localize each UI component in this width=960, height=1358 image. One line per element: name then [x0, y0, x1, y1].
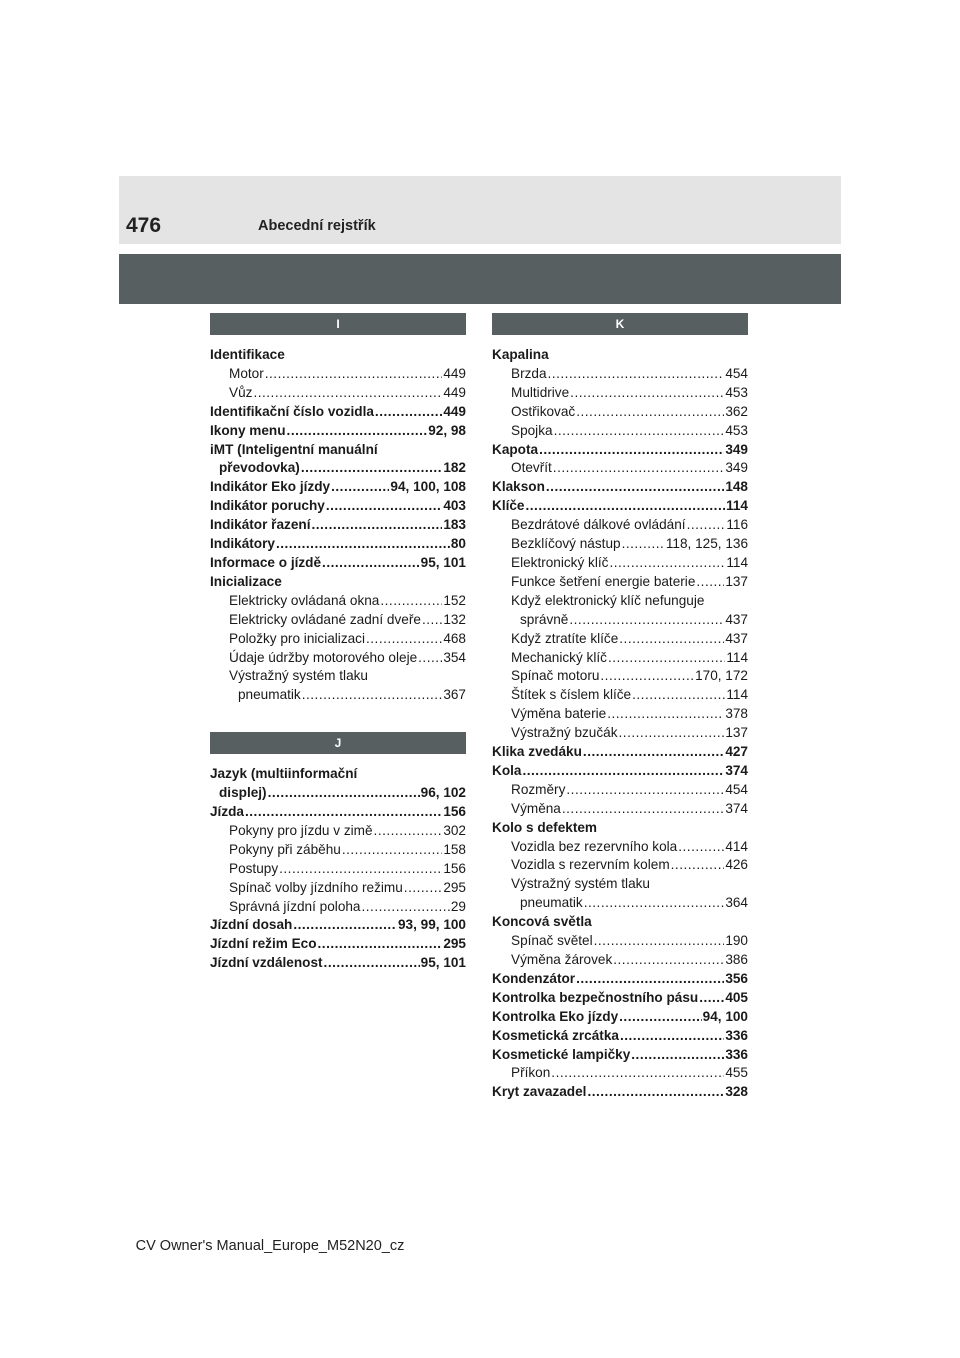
- index-entry: [210, 384, 466, 403]
- index-entry: [210, 535, 466, 554]
- index-entry-term: Ostřikovač: [511, 403, 576, 419]
- dot-leader: [699, 989, 724, 1008]
- index-entry-page: 349: [725, 441, 748, 457]
- index-entry-term: Výstražný bzučák: [511, 725, 618, 741]
- letter-heading-k: K: [492, 313, 748, 335]
- dot-leader: [600, 667, 694, 686]
- index-entry-page: 114: [726, 498, 748, 514]
- index-entry: [492, 649, 748, 668]
- index-entry: [492, 554, 748, 573]
- index-entry-page: 29: [450, 898, 466, 914]
- index-entry-term: Identifikace: [210, 347, 285, 362]
- index-entry-term: Výměna baterie: [511, 706, 607, 722]
- index-entry-term: Výstražný systém tlaku: [511, 876, 650, 892]
- dot-leader: [342, 841, 442, 860]
- index-entry-term: Indikátor poruchy: [210, 498, 325, 514]
- index-entry-term: správně: [520, 611, 569, 627]
- index-entry-term: Kapota: [492, 441, 539, 457]
- index-entry-page: 152: [443, 592, 466, 608]
- index-entry-term: Brzda: [511, 365, 547, 381]
- dot-leader: [546, 478, 724, 497]
- index-entry-page: 426: [725, 857, 748, 873]
- index-entry-page: 132: [443, 611, 466, 627]
- dot-leader: [619, 630, 724, 649]
- index-entry-page: 405: [725, 989, 748, 1005]
- index-entry-term: Správná jízdní poloha: [229, 898, 361, 914]
- index-entry-term: Jazyk (multiinformační: [210, 766, 358, 782]
- index-entry: [210, 954, 466, 973]
- index-entry-term: Výměna žárovek: [511, 952, 613, 967]
- index-entry-term: Informace o jízdě: [210, 554, 322, 570]
- index-entry-page: 80: [450, 536, 466, 552]
- index-entry-page: 427: [725, 744, 748, 760]
- dot-leader: [418, 649, 442, 668]
- header-dark-band: [119, 254, 841, 304]
- index-entry: [492, 724, 748, 743]
- index-entry-term: Pokyny pro jízdu v zimě: [229, 822, 373, 838]
- dot-leader: [562, 800, 724, 819]
- index-entry: [492, 875, 748, 894]
- index-entry-page: 114: [726, 554, 748, 570]
- index-entry-term: Klakson: [492, 479, 545, 495]
- index-entry-term: pneumatik: [238, 687, 301, 703]
- dot-leader: [375, 403, 442, 422]
- index-entry-term: Jízda: [210, 804, 244, 820]
- index-entry-term: Vozidla bez rezervního kola: [511, 838, 678, 854]
- index-entry-page: 93, 99, 100: [397, 917, 466, 933]
- index-entry-term: Spojka: [511, 422, 553, 438]
- index-entry: [492, 422, 748, 441]
- index-entry: [210, 898, 466, 917]
- dot-leader: [301, 459, 442, 478]
- index-entry: [492, 384, 748, 403]
- index-entry: [210, 686, 466, 705]
- index-entry-page: 116: [726, 517, 748, 533]
- index-entry-page: 414: [725, 838, 748, 854]
- index-entry-page: 362: [725, 403, 748, 419]
- index-entry: [492, 819, 748, 838]
- index-entry: [210, 935, 466, 954]
- dot-leader: [632, 686, 725, 705]
- dot-leader: [576, 970, 724, 989]
- index-entry-page: 437: [725, 611, 748, 627]
- index-entry-term: Kosmetické lampičky: [492, 1046, 631, 1062]
- index-entry-page: 374: [725, 800, 748, 816]
- index-entry-page: 455: [725, 1065, 748, 1081]
- index-list-i: [210, 335, 466, 713]
- index-entry: [492, 478, 748, 497]
- dot-leader: [522, 762, 724, 781]
- index-entry: [492, 989, 748, 1008]
- index-entry: [492, 459, 748, 478]
- dot-leader: [576, 403, 724, 422]
- index-entry-term: Vozidla s rezervním kolem: [511, 857, 670, 873]
- index-entry: [210, 879, 466, 898]
- dot-leader: [245, 803, 442, 822]
- index-entry-term: Spínač volby jízdního režimu: [229, 879, 403, 895]
- index-entry-page: 349: [725, 460, 748, 476]
- index-entry-term: Kondenzátor: [492, 970, 576, 986]
- index-entry-page: 94, 100: [702, 1008, 748, 1024]
- index-entry: [492, 1064, 748, 1083]
- dot-leader: [293, 916, 397, 935]
- index-entry: [492, 932, 748, 951]
- index-entry-page: 295: [443, 879, 466, 895]
- index-column-right: [492, 313, 748, 1110]
- index-entry-page: 449: [443, 365, 466, 381]
- index-entry: [492, 743, 748, 762]
- index-entry-term: Kontrolka bezpečnostního pásu: [492, 989, 699, 1005]
- index-entry: [492, 403, 748, 422]
- index-entry-page: 403: [443, 498, 466, 514]
- index-entry-page: 354: [443, 649, 466, 665]
- index-entry-term: Funkce šetření energie baterie: [511, 573, 696, 589]
- dot-leader: [687, 516, 726, 535]
- index-entry-page: 156: [443, 860, 466, 876]
- index-entry: [210, 497, 466, 516]
- dot-leader: [584, 894, 725, 913]
- letter-heading-i: I: [210, 313, 466, 335]
- index-entry-term: Údaje údržby motorového oleje: [229, 649, 418, 665]
- index-entry-page: 367: [443, 687, 466, 703]
- index-entry-term: převodovka): [219, 460, 300, 476]
- index-entry: [210, 459, 466, 478]
- index-entry-term: Kola: [492, 762, 522, 778]
- index-entry: [492, 667, 748, 686]
- index-entry-page: 336: [725, 1027, 748, 1043]
- index-entry-term: Štítek s číslem klíče: [511, 687, 632, 703]
- dot-leader: [613, 951, 724, 970]
- index-entry-term: Jízdní vzdálenost: [210, 955, 323, 971]
- dot-leader: [404, 879, 443, 898]
- index-entry-term: Bezdrátové dálkové ovládání: [511, 517, 686, 533]
- dot-leader: [422, 611, 442, 630]
- index-entry-term: Motor: [229, 365, 264, 381]
- index-entry-term: Postupy: [229, 860, 279, 876]
- index-entry-page: 378: [725, 706, 748, 722]
- index-entry-page: 92, 98: [428, 422, 466, 438]
- index-entry: [210, 841, 466, 860]
- index-entry: [210, 667, 466, 686]
- index-entry-page: 386: [725, 952, 748, 967]
- dot-leader: [380, 592, 442, 611]
- index-entry-page: 468: [443, 630, 466, 646]
- dot-leader: [276, 535, 450, 554]
- dot-leader: [570, 384, 724, 403]
- index-entry-page: 364: [725, 895, 748, 911]
- dot-leader: [265, 365, 443, 384]
- index-entry-term: Klíče: [492, 498, 525, 514]
- index-entry-term: Ikony menu: [210, 422, 286, 438]
- index-entry: [210, 765, 466, 784]
- index-entry: [492, 800, 748, 819]
- index-entry-term: Kolo s defektem: [492, 819, 597, 835]
- index-entry-term: Příkon: [511, 1065, 551, 1081]
- index-entry-term: Indikátor řazení: [210, 517, 311, 533]
- index-entry-page: 183: [443, 517, 466, 533]
- header-band: [119, 176, 841, 244]
- index-entry: [492, 497, 748, 516]
- dot-leader: [539, 441, 724, 460]
- index-entry: [210, 592, 466, 611]
- index-list-k: [492, 335, 748, 1110]
- index-entry-term: Bezklíčový nástup: [511, 536, 621, 552]
- index-entry: [210, 611, 466, 630]
- index-entry: [492, 686, 748, 705]
- index-entry: [492, 781, 748, 800]
- index-entry-page: 356: [725, 970, 748, 986]
- index-entry: [492, 762, 748, 781]
- index-entry-page: 94, 100, 108: [390, 479, 466, 495]
- index-entry-term: Indikátory: [210, 536, 275, 552]
- index-entry: [492, 592, 748, 611]
- index-entry-page: 158: [443, 841, 466, 857]
- dot-leader: [583, 743, 724, 762]
- dot-leader: [594, 932, 725, 951]
- index-entry-page: 137: [725, 573, 748, 589]
- index-entry: [492, 951, 748, 970]
- index-entry-term: Inicializace: [210, 573, 282, 589]
- index-entry-page: 170, 172: [695, 668, 748, 684]
- index-column-left: [210, 313, 466, 981]
- index-entry: [210, 478, 466, 497]
- dot-leader: [619, 1008, 702, 1027]
- index-entry: [492, 346, 748, 365]
- dot-leader: [326, 497, 443, 516]
- index-entry-term: pneumatik: [520, 895, 583, 911]
- dot-leader: [366, 630, 442, 649]
- index-entry: [210, 573, 466, 592]
- index-entry: [492, 611, 748, 630]
- index-entry: [492, 1008, 748, 1027]
- dot-leader: [569, 611, 724, 630]
- index-entry-page: 114: [726, 687, 748, 703]
- dot-leader: [553, 459, 725, 478]
- index-entry-term: Elektronický klíč: [511, 554, 609, 570]
- index-entry-term: Klika zvedáku: [492, 744, 582, 760]
- index-entry-page: 302: [443, 822, 466, 838]
- index-entry: [492, 573, 748, 592]
- dot-leader: [268, 784, 420, 803]
- dot-leader: [551, 1064, 724, 1083]
- index-entry: [210, 441, 466, 460]
- dot-leader: [554, 422, 725, 441]
- index-entry-term: Elektricky ovládané zadní dveře: [229, 611, 421, 627]
- index-entry: [492, 838, 748, 857]
- index-entry-page: 449: [443, 403, 466, 419]
- index-entry: [210, 516, 466, 535]
- index-entry-term: Multidrive: [511, 384, 570, 400]
- dot-leader: [302, 686, 443, 705]
- dot-leader: [607, 705, 724, 724]
- index-entry: [210, 803, 466, 822]
- section-title: Abecední rejstřík: [258, 218, 376, 234]
- index-entry: [492, 1083, 748, 1102]
- index-entry-term: Kryt zavazadel: [492, 1084, 587, 1100]
- index-entry-term: Položky pro inicializaci: [229, 630, 365, 646]
- index-entry: [210, 403, 466, 422]
- index-entry: [210, 916, 466, 935]
- dot-leader: [566, 781, 724, 800]
- index-entry-page: 156: [443, 804, 466, 820]
- index-entry-term: Indikátor Eko jízdy: [210, 479, 331, 495]
- index-entry: [210, 784, 466, 803]
- index-entry-page: 454: [725, 365, 748, 381]
- index-entry-term: Kapalina: [492, 347, 549, 362]
- index-entry-page: 114: [726, 649, 748, 665]
- index-entry: [210, 422, 466, 441]
- index-entry-term: Jízdní dosah: [210, 917, 293, 933]
- dot-leader: [678, 838, 724, 857]
- index-entry: [492, 1046, 748, 1065]
- index-entry-term: displej): [219, 785, 267, 801]
- dot-leader: [587, 1083, 724, 1102]
- index-entry: [492, 630, 748, 649]
- index-entry: [210, 649, 466, 668]
- dot-leader: [671, 856, 725, 875]
- index-entry-page: 449: [443, 384, 466, 400]
- index-entry: [492, 516, 748, 535]
- index-entry-term: Výměna: [511, 800, 561, 816]
- dot-leader: [374, 822, 443, 841]
- index-entry-term: Mechanický klíč: [511, 649, 607, 665]
- index-entry: [492, 535, 748, 554]
- index-entry: [210, 822, 466, 841]
- index-entry-term: Pokyny při záběhu: [229, 841, 341, 857]
- index-entry: [210, 346, 466, 365]
- index-entry-term: Kontrolka Eko jízdy: [492, 1008, 619, 1024]
- index-entry-page: 454: [725, 781, 748, 797]
- dot-leader: [526, 497, 726, 516]
- index-entry-term: Vůz: [229, 384, 253, 400]
- index-entry: [210, 630, 466, 649]
- dot-leader: [318, 935, 443, 954]
- index-entry-term: Kosmetická zrcátka: [492, 1027, 619, 1043]
- index-entry-page: 182: [443, 460, 466, 476]
- index-entry-term: Identifikační číslo vozidla: [210, 403, 374, 419]
- index-entry: [492, 894, 748, 913]
- index-entry: [492, 1027, 748, 1046]
- index-entry: [210, 365, 466, 384]
- dot-leader: [324, 954, 420, 973]
- index-entry-page: 374: [725, 762, 748, 778]
- index-entry-term: Výstražný systém tlaku: [229, 668, 368, 684]
- footer-document-id: CV Owner's Manual_Europe_M52N20_cz: [135, 1238, 405, 1254]
- page-number: 476: [126, 214, 162, 237]
- index-entry-term: iMT (Inteligentní manuální: [210, 441, 378, 457]
- dot-leader: [331, 478, 389, 497]
- index-entry-page: 118, 125, 136: [665, 536, 748, 552]
- index-entry: [492, 365, 748, 384]
- index-entry: [492, 970, 748, 989]
- index-entry-page: 95, 101: [420, 955, 466, 971]
- dot-leader: [619, 724, 725, 743]
- index-entry-page: 137: [725, 725, 748, 741]
- index-entry-term: Otevřít: [511, 460, 552, 476]
- dot-leader: [279, 860, 442, 879]
- index-entry-page: 148: [725, 479, 748, 495]
- dot-leader: [253, 384, 442, 403]
- dot-leader: [322, 554, 420, 573]
- index-entry: [492, 856, 748, 875]
- dot-leader: [609, 554, 725, 573]
- index-entry-term: Když elektronický klíč nefunguje: [511, 592, 705, 608]
- index-entry-term: Rozměry: [511, 781, 566, 797]
- dot-leader: [620, 1027, 724, 1046]
- dot-leader: [362, 898, 450, 917]
- index-entry-term: Koncová světla: [492, 914, 592, 930]
- index-entry: [492, 441, 748, 460]
- index-entry-page: 453: [725, 422, 748, 438]
- dot-leader: [548, 365, 725, 384]
- index-entry-term: Elektricky ovládaná okna: [229, 592, 380, 608]
- dot-leader: [631, 1046, 724, 1065]
- index-entry: [210, 860, 466, 879]
- index-entry-page: 96, 102: [420, 785, 466, 801]
- dot-leader: [287, 422, 428, 441]
- index-entry-page: 295: [443, 936, 466, 952]
- dot-leader: [608, 649, 725, 668]
- index-entry-page: 328: [725, 1084, 748, 1100]
- index-entry-page: 190: [725, 933, 748, 949]
- index-entry-page: 437: [725, 630, 748, 646]
- dot-leader: [311, 516, 442, 535]
- dot-leader: [696, 573, 724, 592]
- index-entry-page: 95, 101: [420, 554, 466, 570]
- dot-leader: [622, 535, 665, 554]
- index-entry-term: Spínač motoru: [511, 668, 600, 684]
- index-entry-page: 453: [725, 384, 748, 400]
- index-list-j: [210, 754, 466, 981]
- index-entry-page: 336: [725, 1046, 748, 1062]
- letter-heading-j: J: [210, 732, 466, 754]
- index-entry: [210, 554, 466, 573]
- index-entry-term: Když ztratíte klíče: [511, 630, 619, 646]
- index-entry-term: Jízdní režim Eco: [210, 936, 317, 952]
- index-entry-term: Spínač světel: [511, 933, 593, 949]
- index-entry: [492, 913, 748, 932]
- index-entry: [492, 705, 748, 724]
